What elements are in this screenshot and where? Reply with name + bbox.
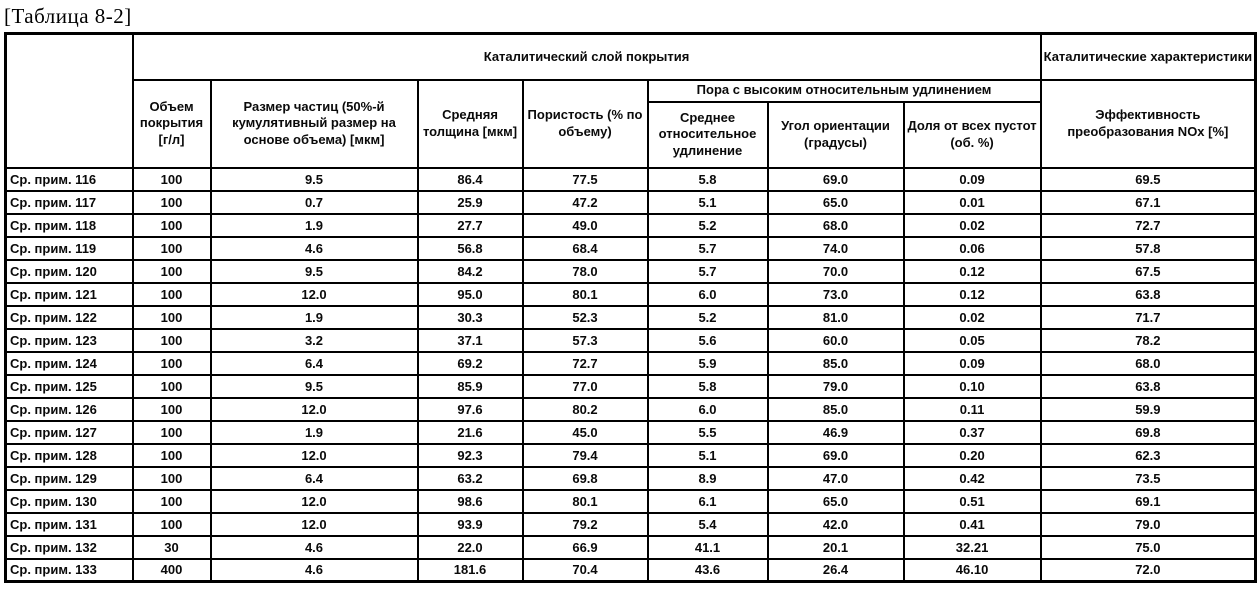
cell-nox_efficiency: 69.8	[1041, 421, 1256, 444]
cell-avg_thickness: 37.1	[418, 329, 523, 352]
cell-avg_thickness: 85.9	[418, 375, 523, 398]
cell-avg_thickness: 98.6	[418, 490, 523, 513]
row-label: Ср. прим. 130	[6, 490, 133, 513]
cell-porosity: 66.9	[523, 536, 648, 559]
row-label: Ср. прим. 118	[6, 214, 133, 237]
cell-void_fraction: 0.02	[904, 306, 1041, 329]
row-label: Ср. прим. 124	[6, 352, 133, 375]
row-label: Ср. прим. 116	[6, 168, 133, 191]
cell-orientation_angle: 46.9	[768, 421, 904, 444]
cell-coating_volume: 100	[133, 214, 211, 237]
cell-avg_thickness: 22.0	[418, 536, 523, 559]
cell-nox_efficiency: 75.0	[1041, 536, 1256, 559]
cell-porosity: 72.7	[523, 352, 648, 375]
cell-avg_elongation: 5.2	[648, 214, 768, 237]
row-label: Ср. прим. 131	[6, 513, 133, 536]
cell-porosity: 77.5	[523, 168, 648, 191]
cell-coating_volume: 100	[133, 191, 211, 214]
row-label: Ср. прим. 119	[6, 237, 133, 260]
cell-avg_thickness: 21.6	[418, 421, 523, 444]
cell-orientation_angle: 69.0	[768, 168, 904, 191]
cell-nox_efficiency: 72.7	[1041, 214, 1256, 237]
cell-orientation_angle: 20.1	[768, 536, 904, 559]
cell-porosity: 78.0	[523, 260, 648, 283]
cell-particle_size: 3.2	[211, 329, 418, 352]
cell-void_fraction: 0.41	[904, 513, 1041, 536]
cell-avg_elongation: 5.1	[648, 444, 768, 467]
cell-coating_volume: 30	[133, 536, 211, 559]
cell-particle_size: 12.0	[211, 398, 418, 421]
cell-avg_elongation: 5.4	[648, 513, 768, 536]
group-header-high-elongation-pore: Пора с высоким относительным удлинением	[648, 80, 1041, 102]
row-label: Ср. прим. 123	[6, 329, 133, 352]
cell-particle_size: 1.9	[211, 421, 418, 444]
cell-void_fraction: 0.06	[904, 237, 1041, 260]
cell-void_fraction: 0.37	[904, 421, 1041, 444]
table-row	[6, 352, 1256, 375]
cell-avg_elongation: 41.1	[648, 536, 768, 559]
cell-orientation_angle: 85.0	[768, 352, 904, 375]
col-header-avg-thickness: Средняя толщина [мкм]	[418, 80, 523, 168]
cell-avg_elongation: 5.2	[648, 306, 768, 329]
cell-void_fraction: 32.21	[904, 536, 1041, 559]
group-header-catalytic-layer: Каталитический слой покрытия	[133, 34, 1041, 80]
table-row	[6, 260, 1256, 283]
cell-avg_thickness: 30.3	[418, 306, 523, 329]
cell-void_fraction: 0.42	[904, 467, 1041, 490]
cell-orientation_angle: 73.0	[768, 283, 904, 306]
cell-void_fraction: 46.10	[904, 559, 1041, 582]
cell-nox_efficiency: 59.9	[1041, 398, 1256, 421]
table-row	[6, 191, 1256, 214]
cell-orientation_angle: 60.0	[768, 329, 904, 352]
table-row	[6, 490, 1256, 513]
col-header-porosity: Пористость (% по объему)	[523, 80, 648, 168]
table-row	[6, 237, 1256, 260]
cell-void_fraction: 0.09	[904, 352, 1041, 375]
cell-avg_elongation: 5.8	[648, 168, 768, 191]
cell-particle_size: 0.7	[211, 191, 418, 214]
group-header-catalytic-characteristics: Каталитические характеристики	[1041, 34, 1256, 80]
cell-particle_size: 9.5	[211, 375, 418, 398]
cell-avg_elongation: 5.5	[648, 421, 768, 444]
row-label: Ср. прим. 133	[6, 559, 133, 582]
cell-orientation_angle: 26.4	[768, 559, 904, 582]
cell-avg_elongation: 5.9	[648, 352, 768, 375]
table-row	[6, 559, 1256, 582]
cell-porosity: 79.4	[523, 444, 648, 467]
cell-avg_elongation: 8.9	[648, 467, 768, 490]
cell-particle_size: 6.4	[211, 467, 418, 490]
col-header-void-fraction: Доля от всех пустот (об. %)	[904, 102, 1041, 168]
table-row	[6, 168, 1256, 191]
cell-nox_efficiency: 67.1	[1041, 191, 1256, 214]
col-header-coating-volume: Объем покрытия [г/л]	[133, 80, 211, 168]
row-label: Ср. прим. 126	[6, 398, 133, 421]
cell-coating_volume: 100	[133, 467, 211, 490]
cell-avg_thickness: 93.9	[418, 513, 523, 536]
cell-avg_thickness: 92.3	[418, 444, 523, 467]
cell-particle_size: 12.0	[211, 283, 418, 306]
table-row	[6, 444, 1256, 467]
cell-coating_volume: 100	[133, 329, 211, 352]
cell-orientation_angle: 85.0	[768, 398, 904, 421]
cell-porosity: 47.2	[523, 191, 648, 214]
cell-void_fraction: 0.20	[904, 444, 1041, 467]
table-row	[6, 214, 1256, 237]
row-label: Ср. прим. 117	[6, 191, 133, 214]
table-row	[6, 513, 1256, 536]
table-row	[6, 467, 1256, 490]
cell-orientation_angle: 74.0	[768, 237, 904, 260]
cell-void_fraction: 0.02	[904, 214, 1041, 237]
table-row	[6, 398, 1256, 421]
cell-porosity: 80.1	[523, 283, 648, 306]
cell-avg_elongation: 5.7	[648, 237, 768, 260]
cell-nox_efficiency: 73.5	[1041, 467, 1256, 490]
cell-nox_efficiency: 79.0	[1041, 513, 1256, 536]
cell-orientation_angle: 42.0	[768, 513, 904, 536]
cell-coating_volume: 100	[133, 260, 211, 283]
cell-nox_efficiency: 68.0	[1041, 352, 1256, 375]
cell-void_fraction: 0.11	[904, 398, 1041, 421]
cell-avg_elongation: 5.1	[648, 191, 768, 214]
cell-avg_thickness: 84.2	[418, 260, 523, 283]
table-row	[6, 306, 1256, 329]
col-header-nox-efficiency: Эффективность преобразования NOx [%]	[1041, 80, 1256, 168]
table-row	[6, 375, 1256, 398]
cell-coating_volume: 100	[133, 513, 211, 536]
cell-particle_size: 12.0	[211, 490, 418, 513]
cell-avg_thickness: 27.7	[418, 214, 523, 237]
row-label: Ср. прим. 127	[6, 421, 133, 444]
cell-void_fraction: 0.51	[904, 490, 1041, 513]
cell-coating_volume: 400	[133, 559, 211, 582]
cell-porosity: 68.4	[523, 237, 648, 260]
cell-coating_volume: 100	[133, 306, 211, 329]
corner-cell	[6, 34, 133, 168]
cell-particle_size: 1.9	[211, 306, 418, 329]
cell-avg_thickness: 86.4	[418, 168, 523, 191]
cell-void_fraction: 0.01	[904, 191, 1041, 214]
table-header	[6, 34, 1256, 168]
cell-avg_thickness: 95.0	[418, 283, 523, 306]
cell-orientation_angle: 68.0	[768, 214, 904, 237]
cell-porosity: 70.4	[523, 559, 648, 582]
cell-coating_volume: 100	[133, 421, 211, 444]
cell-nox_efficiency: 69.1	[1041, 490, 1256, 513]
cell-avg_elongation: 6.0	[648, 398, 768, 421]
cell-orientation_angle: 65.0	[768, 191, 904, 214]
cell-coating_volume: 100	[133, 237, 211, 260]
cell-coating_volume: 100	[133, 490, 211, 513]
cell-avg_elongation: 6.0	[648, 283, 768, 306]
cell-particle_size: 9.5	[211, 168, 418, 191]
cell-nox_efficiency: 69.5	[1041, 168, 1256, 191]
row-label: Ср. прим. 120	[6, 260, 133, 283]
cell-avg_thickness: 97.6	[418, 398, 523, 421]
cell-coating_volume: 100	[133, 352, 211, 375]
cell-orientation_angle: 81.0	[768, 306, 904, 329]
cell-orientation_angle: 70.0	[768, 260, 904, 283]
col-header-orientation-angle: Угол ориентации (градусы)	[768, 102, 904, 168]
cell-void_fraction: 0.09	[904, 168, 1041, 191]
cell-orientation_angle: 65.0	[768, 490, 904, 513]
table-row	[6, 283, 1256, 306]
cell-porosity: 69.8	[523, 467, 648, 490]
cell-particle_size: 4.6	[211, 536, 418, 559]
row-label: Ср. прим. 132	[6, 536, 133, 559]
cell-coating_volume: 100	[133, 444, 211, 467]
cell-avg_elongation: 5.8	[648, 375, 768, 398]
cell-particle_size: 9.5	[211, 260, 418, 283]
cell-particle_size: 4.6	[211, 237, 418, 260]
cell-porosity: 49.0	[523, 214, 648, 237]
cell-porosity: 45.0	[523, 421, 648, 444]
cell-avg_thickness: 181.6	[418, 559, 523, 582]
cell-porosity: 80.1	[523, 490, 648, 513]
cell-nox_efficiency: 57.8	[1041, 237, 1256, 260]
cell-avg_thickness: 56.8	[418, 237, 523, 260]
cell-nox_efficiency: 63.8	[1041, 283, 1256, 306]
cell-coating_volume: 100	[133, 168, 211, 191]
table-title: [Таблица 8-2]	[4, 4, 132, 28]
cell-avg_elongation: 43.6	[648, 559, 768, 582]
col-header-particle-size: Размер частиц (50%-й кумулятивный размер на основе объема) [мкм]	[211, 80, 418, 168]
cell-porosity: 57.3	[523, 329, 648, 352]
cell-coating_volume: 100	[133, 375, 211, 398]
cell-porosity: 77.0	[523, 375, 648, 398]
table-row	[6, 329, 1256, 352]
cell-avg_thickness: 25.9	[418, 191, 523, 214]
cell-coating_volume: 100	[133, 283, 211, 306]
cell-nox_efficiency: 71.7	[1041, 306, 1256, 329]
cell-nox_efficiency: 78.2	[1041, 329, 1256, 352]
cell-avg_elongation: 6.1	[648, 490, 768, 513]
cell-void_fraction: 0.12	[904, 260, 1041, 283]
row-label: Ср. прим. 122	[6, 306, 133, 329]
cell-nox_efficiency: 63.8	[1041, 375, 1256, 398]
cell-porosity: 80.2	[523, 398, 648, 421]
cell-avg_elongation: 5.6	[648, 329, 768, 352]
row-label: Ср. прим. 125	[6, 375, 133, 398]
cell-coating_volume: 100	[133, 398, 211, 421]
cell-orientation_angle: 47.0	[768, 467, 904, 490]
cell-avg_thickness: 69.2	[418, 352, 523, 375]
cell-particle_size: 6.4	[211, 352, 418, 375]
cell-void_fraction: 0.12	[904, 283, 1041, 306]
cell-avg_thickness: 63.2	[418, 467, 523, 490]
cell-particle_size: 1.9	[211, 214, 418, 237]
cell-particle_size: 12.0	[211, 444, 418, 467]
cell-nox_efficiency: 72.0	[1041, 559, 1256, 582]
cell-orientation_angle: 69.0	[768, 444, 904, 467]
row-label: Ср. прим. 128	[6, 444, 133, 467]
table-row	[6, 536, 1256, 559]
cell-particle_size: 4.6	[211, 559, 418, 582]
cell-porosity: 52.3	[523, 306, 648, 329]
cell-avg_elongation: 5.7	[648, 260, 768, 283]
cell-orientation_angle: 79.0	[768, 375, 904, 398]
cell-nox_efficiency: 67.5	[1041, 260, 1256, 283]
cell-nox_efficiency: 62.3	[1041, 444, 1256, 467]
row-label: Ср. прим. 129	[6, 467, 133, 490]
table-body	[6, 168, 1256, 582]
table-row	[6, 421, 1256, 444]
cell-porosity: 79.2	[523, 513, 648, 536]
cell-void_fraction: 0.05	[904, 329, 1041, 352]
data-table	[4, 32, 1257, 583]
row-label: Ср. прим. 121	[6, 283, 133, 306]
col-header-avg-elongation: Среднее относительное удлинение	[648, 102, 768, 168]
cell-void_fraction: 0.10	[904, 375, 1041, 398]
cell-particle_size: 12.0	[211, 513, 418, 536]
